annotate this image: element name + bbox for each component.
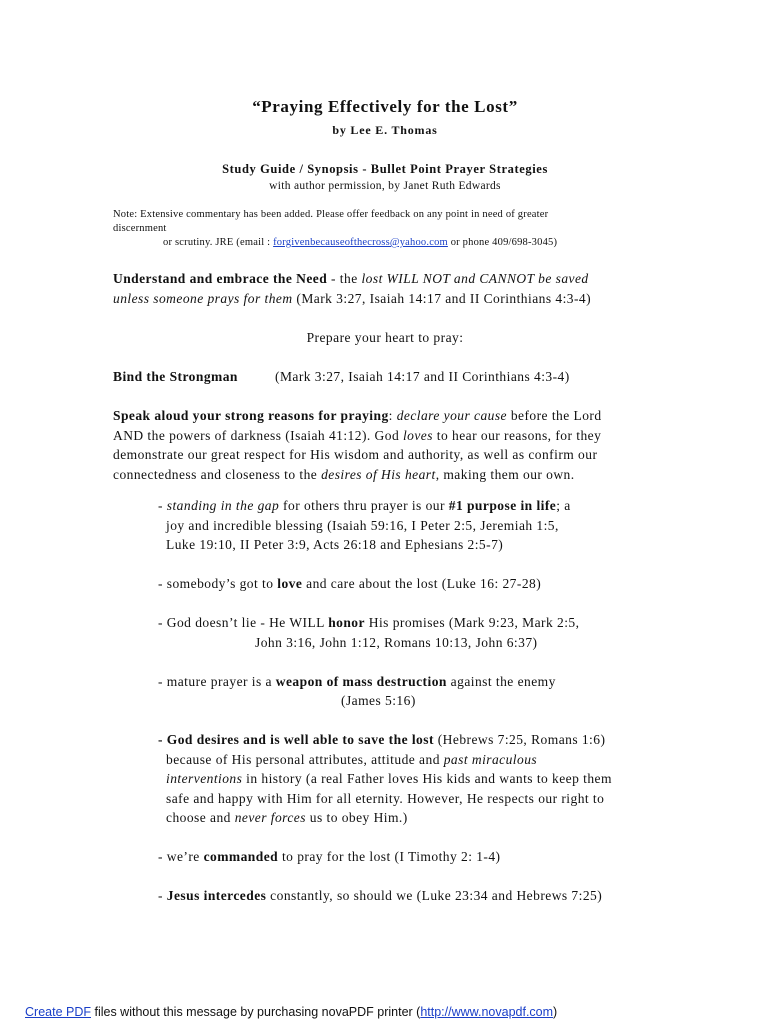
- bullet-5-emphasis-2: interventions: [166, 771, 243, 786]
- bullet-3-bold: honor: [328, 615, 365, 630]
- bullet-1-line-1: [158, 498, 571, 514]
- bullet-6-text: - we’re: [158, 849, 204, 864]
- note-line-2: discernment: [113, 223, 167, 234]
- bullet-7-text: constantly, so should we (Luke 23:34 and Hebrews 7:25): [266, 888, 603, 903]
- note-line-1: Note: Extensive commentary has been added. Please offer feedback on any point in need of greater: [113, 209, 549, 220]
- bullet-5-text: (Hebrews 7:25, Romans 1:6): [433, 732, 606, 747]
- speak-text-1: before the Lord: [507, 408, 602, 423]
- bullet-3-line-1: [158, 615, 579, 631]
- need-line-2: [113, 291, 591, 307]
- bind-label: Bind the Strongman: [113, 369, 238, 384]
- speak-text-4a: connectedness and closeness to the: [113, 467, 322, 482]
- bullet-1-line-3: Luke 19:10, II Peter 3:9, Acts 26:18 and Ephesians 2:5-7): [166, 537, 504, 552]
- create-pdf-link[interactable]: Create PDF: [25, 1005, 91, 1019]
- bullet-5-line-2: [166, 752, 537, 768]
- speak-line-3: demonstrate our great respect for His wisdom and authority, as well as confirm our: [113, 447, 598, 462]
- bullet-7-bold: Jesus intercedes: [166, 888, 267, 903]
- speak-text-4b: , making them our own.: [435, 467, 575, 482]
- bullet-6-bold: commanded: [203, 849, 279, 864]
- speak-line-4: [113, 467, 575, 483]
- pdf-footer: [25, 1005, 557, 1019]
- bullet-1-text: for others thru prayer is our: [279, 498, 449, 513]
- bullet-5-emphasis-3: never forces: [234, 810, 306, 825]
- speak-line-2: [113, 428, 601, 444]
- bullet-2-text-end: and care about the lost (Luke 16: 27-28): [302, 576, 542, 591]
- need-references: (Mark 3:27, Isaiah 14:17 and II Corinthians 4:3-4): [292, 291, 592, 306]
- author-line: by Lee E. Thomas: [332, 123, 438, 137]
- need-emphasis: lost WILL NOT and CANNOT be saved: [361, 271, 589, 286]
- bullet-1-line-2: joy and incredible blessing (Isaiah 59:16, I Peter 2:5, Jeremiah 1:5,: [166, 518, 559, 533]
- bullet-5-bold: - God desires and is well able to save the lost: [158, 732, 434, 747]
- bullet-5-text-5b: us to obey Him.): [305, 810, 408, 825]
- bullet-5-line-4: safe and happy with Him for all eternity. However, He respects our right to: [166, 791, 605, 806]
- bullet-1-emphasis: standing in the gap: [166, 498, 280, 513]
- bullet-dash: -: [158, 498, 167, 513]
- speak-emphasis-1: declare your cause: [396, 408, 507, 423]
- bullet-6: [158, 849, 501, 865]
- bullet-4-bold: weapon of mass destruction: [275, 674, 447, 689]
- bullet-4-text: - mature prayer is a: [158, 674, 276, 689]
- bullet-5-text-3: in history (a real Father loves His kids and wants to keep them: [242, 771, 612, 786]
- prepare-heading: Prepare your heart to pray:: [306, 330, 464, 345]
- bullet-4-text-end: against the enemy: [446, 674, 556, 689]
- email-link[interactable]: forgivenbecauseofthecross@yahoo.com: [273, 237, 448, 248]
- bullet-5-line-5: [166, 810, 408, 826]
- permission-line: with author permission, by Janet Ruth Edwards: [269, 180, 501, 192]
- need-line-1: [113, 271, 589, 287]
- speak-emphasis-3: desires of His heart: [321, 467, 436, 482]
- need-emphasis-2: unless someone prays for them: [113, 291, 293, 306]
- footer-close: ): [553, 1005, 558, 1019]
- bullet-1-text-end: ; a: [556, 498, 571, 513]
- bullet-5-text-2: because of His personal attributes, attitude and: [166, 752, 444, 767]
- bullet-5-line-1: [158, 732, 605, 748]
- bullet-5-line-3: [166, 771, 612, 787]
- bullet-6-text-end: to pray for the lost (I Timothy 2: 1-4): [278, 849, 501, 864]
- speak-emphasis-2: loves: [402, 428, 433, 443]
- subtitle: Study Guide / Synopsis - Bullet Point Prayer Strategies: [222, 162, 548, 176]
- bullet-5-text-5a: choose and: [166, 810, 235, 825]
- note-contact-suffix: or phone 409/698-3045): [447, 237, 558, 248]
- bullet-2-bold: love: [277, 576, 303, 591]
- speak-colon: :: [388, 408, 397, 423]
- bind-references: (Mark 3:27, Isaiah 14:17 and II Corinthians 4:3-4): [275, 369, 570, 384]
- bullet-7: [158, 888, 602, 904]
- bullet-5-emphasis-1: past miraculous: [443, 752, 538, 767]
- novapdf-link[interactable]: http://www.novapdf.com: [420, 1005, 554, 1019]
- bullet-1-bold: #1 purpose in life: [448, 498, 557, 513]
- footer-text: files without this message by purchasing novaPDF printer (: [91, 1005, 421, 1019]
- speak-text-2b: to hear our reasons, for they: [432, 428, 602, 443]
- need-text: - the: [327, 271, 362, 286]
- bullet-4-line-2: (James 5:16): [341, 693, 416, 708]
- bullet-3-text: - God doesn’t lie - He WILL: [158, 615, 329, 630]
- need-heading: Understand and embrace the Need: [113, 271, 328, 286]
- bullet-3-line-2: John 3:16, John 1:12, Romans 10:13, John 6:37): [255, 635, 538, 650]
- bullet-4-line-1: [158, 674, 556, 690]
- speak-heading: Speak aloud your strong reasons for praying: [113, 408, 389, 423]
- bullet-7-dash: -: [158, 888, 167, 903]
- note-contact-prefix: or scrutiny. JRE (email :: [163, 237, 274, 248]
- bullet-3-text-end: His promises (Mark 9:23, Mark 2:5,: [364, 615, 580, 630]
- document-title: “Praying Effectively for the Lost”: [252, 97, 518, 116]
- speak-text-2a: AND the powers of darkness (Isaiah 41:12). God: [113, 428, 403, 443]
- speak-line-1: [113, 408, 602, 424]
- bind-heading: [113, 369, 238, 385]
- note-line-3: [163, 237, 557, 248]
- bullet-2: [158, 576, 541, 592]
- bullet-2-text: - somebody’s got to: [158, 576, 278, 591]
